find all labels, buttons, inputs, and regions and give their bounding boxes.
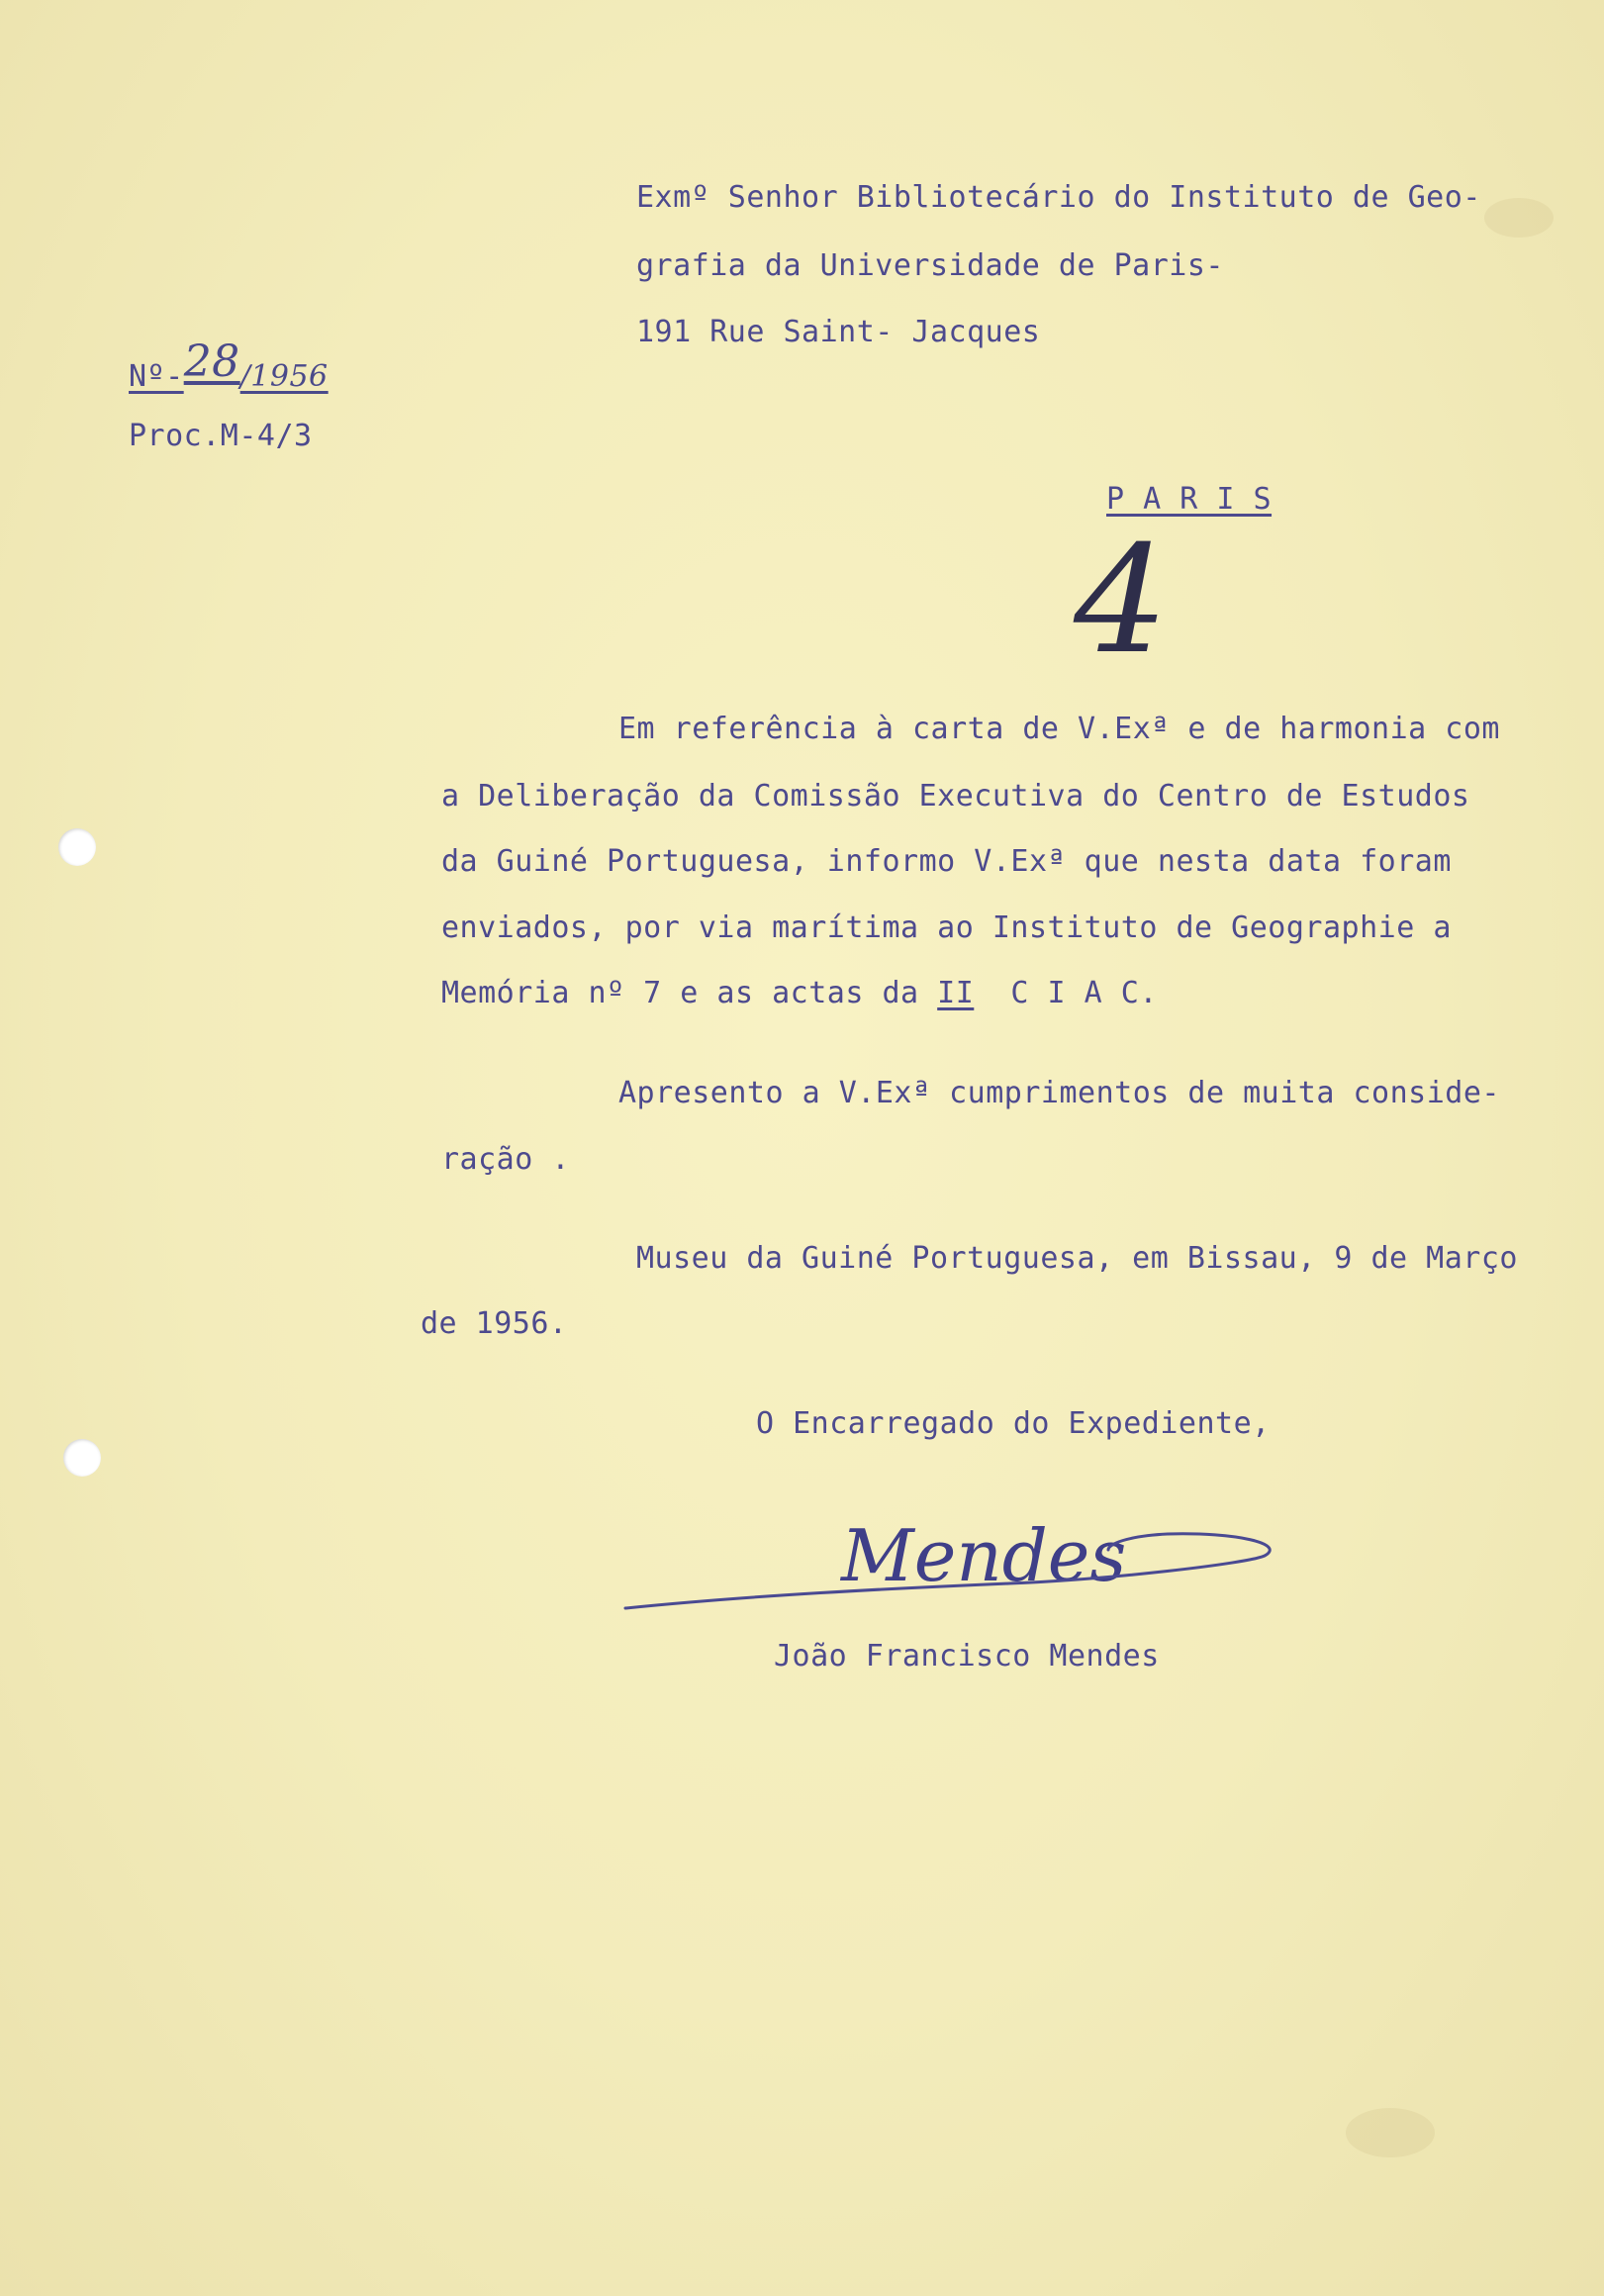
process-number: Proc.M-4/3 — [129, 419, 313, 453]
handwritten-annotation: 4 — [1074, 515, 1169, 687]
addressee-line-2: grafia da Universidade de Paris- — [636, 248, 1224, 283]
body-line-1: Em referência à carta de V.Exª e de harmonia com — [618, 712, 1500, 746]
closing-title: O Encarregado do Expediente, — [756, 1406, 1271, 1441]
reference-handwritten-number: 28 — [183, 336, 240, 387]
body-line-5-end: C I A C. — [974, 976, 1158, 1010]
reference-number — [129, 336, 329, 397]
reference-year: /1956 — [239, 359, 329, 394]
signature: Mendes — [841, 1514, 1127, 1597]
city-heading: P A R I S — [1106, 482, 1273, 517]
place-date-line-1: Museu da Guiné Portuguesa, em Bissau, 9 de Março — [636, 1241, 1518, 1276]
addressee-line-1: Exmº Senhor Bibliotecário do Instituto de Geo- — [636, 180, 1481, 215]
greeting-line-1: Apresento a V.Exª cumprimentos de muita conside- — [618, 1076, 1500, 1110]
punch-hole-bottom — [63, 1439, 101, 1477]
body-line-5-start: Memória nº 7 e as actas da — [441, 976, 938, 1010]
body-line-4: enviados, por via marítima ao Instituto de Geographie a — [441, 910, 1452, 945]
body-line-3: da Guiné Portuguesa, informo V.Exª que nesta data foram — [441, 844, 1452, 879]
body-line-5 — [441, 976, 1158, 1010]
signatory-name: João Francisco Mendes — [774, 1639, 1160, 1674]
paper-stain — [1484, 198, 1554, 238]
congress-roman-numeral: II — [937, 976, 975, 1010]
reference-prefix: Nº- — [129, 359, 184, 394]
greeting-line-2: ração . — [441, 1142, 570, 1177]
paper-stain — [1346, 2108, 1435, 2157]
addressee-line-3: 191 Rue Saint- Jacques — [636, 315, 1041, 349]
body-line-2: a Deliberação da Comissão Executiva do Centro de Estudos — [441, 779, 1470, 813]
place-date-line-2: de 1956. — [421, 1306, 568, 1341]
punch-hole-top — [58, 828, 96, 866]
